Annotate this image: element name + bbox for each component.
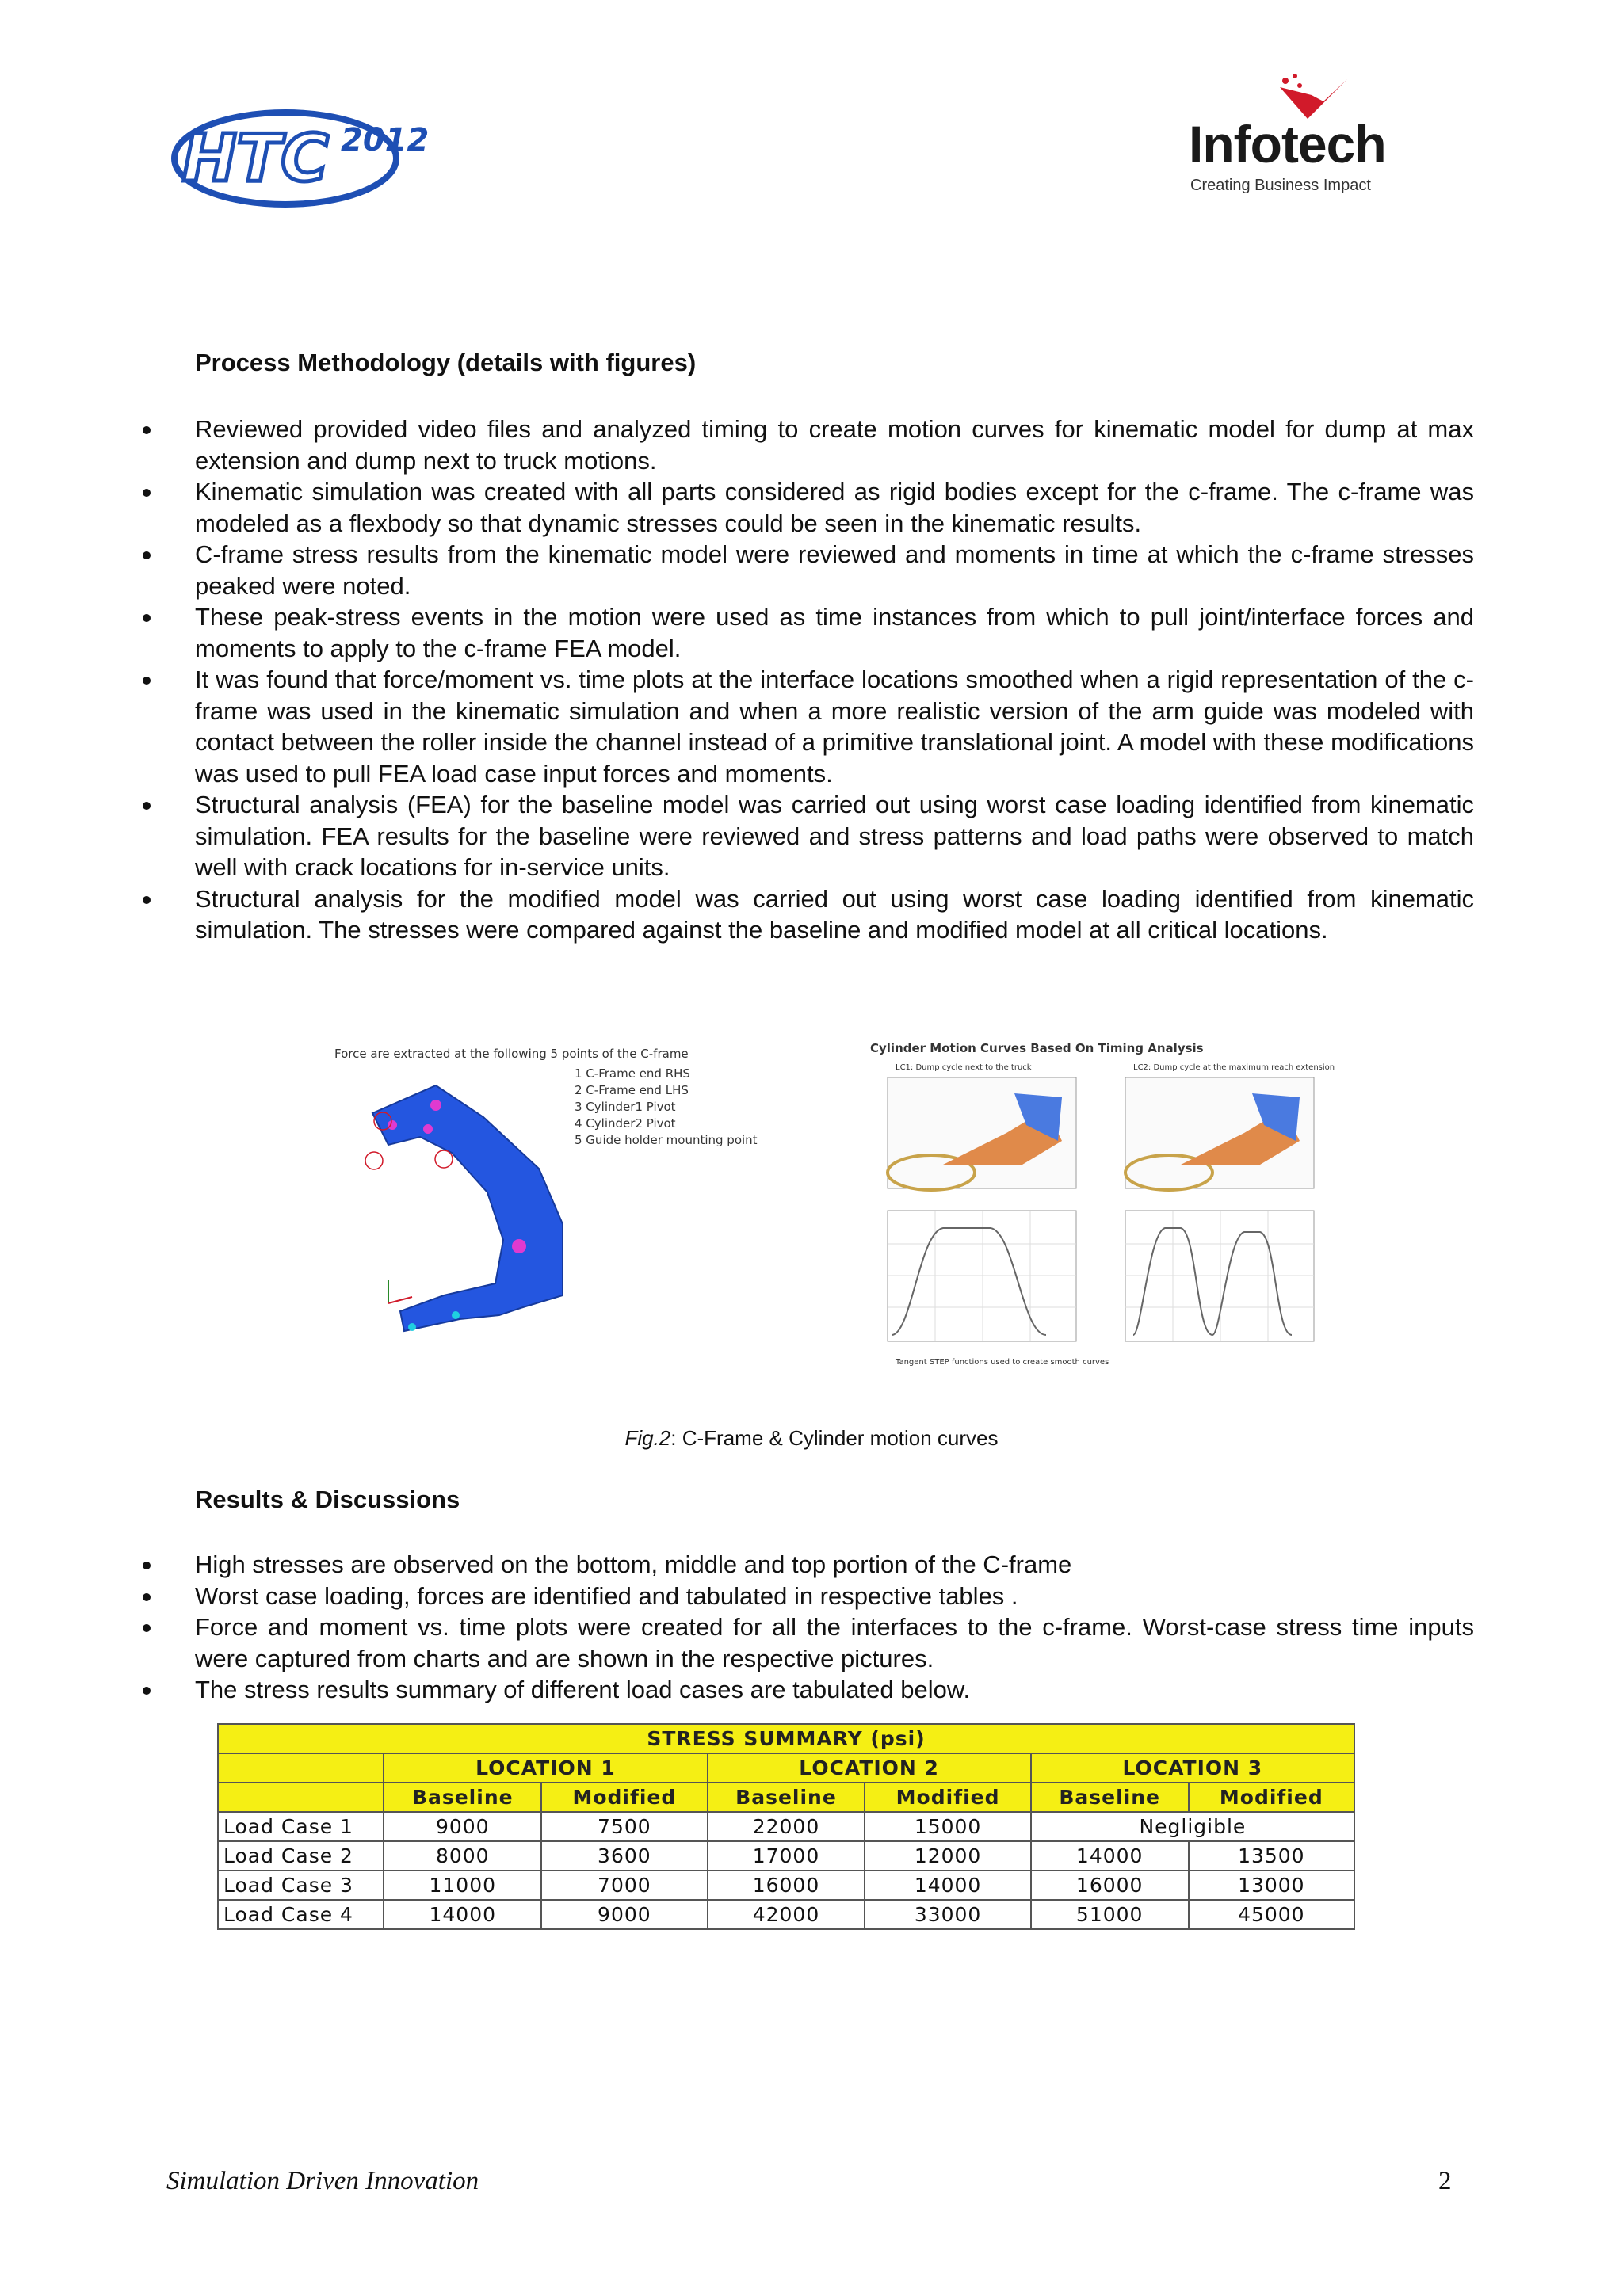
motion-curves-figure	[864, 1038, 1339, 1371]
bullet-icon	[143, 426, 151, 434]
table-cell: 42000	[708, 1900, 865, 1929]
list-item-text: The stress results summary of different load cases are tabulated below.	[195, 1676, 971, 1703]
table-cell: 14000	[384, 1900, 541, 1929]
figure-caption-label: Fig.2	[624, 1426, 671, 1450]
table-cell: 22000	[708, 1812, 865, 1841]
list-item-text: Reviewed provided video files and analyzed timing to create motion curves for kinematic model for dump at max extension and dump next to truck motions.	[195, 415, 1474, 475]
table-cell: 7000	[541, 1871, 707, 1900]
table-row	[218, 1900, 1354, 1929]
table-cell: 14000	[865, 1871, 1030, 1900]
list-item-text: Structural analysis for the modified model was carried out using worst case loading identified from kinematic simulation. The stresses were compared against the baseline and modified model at all critical locations.	[195, 884, 1474, 944]
list-item	[143, 476, 1474, 539]
list-item-text: These peak-stress events in the motion were used as time instances from which to pull joint/interface forces and moments to apply to the c-frame FEA model.	[195, 603, 1474, 662]
list-item	[143, 1674, 1474, 1706]
process-bullet-list	[143, 414, 1474, 946]
page-number: 2	[1438, 2167, 1452, 2195]
bullet-icon	[143, 896, 151, 904]
htc-logo-year: 2012	[341, 122, 430, 158]
table-cell: 14000	[1031, 1841, 1189, 1871]
list-item	[143, 1549, 1474, 1581]
list-item	[143, 414, 1474, 476]
bullet-icon	[143, 802, 151, 810]
list-item-text: Kinematic simulation was created with all parts considered as rigid bodies except for the c-frame. The c-frame was modeled as a flexbody so that dynamic stresses could be seen in the kinematic results.	[195, 478, 1474, 537]
column-header: Baseline	[708, 1783, 865, 1812]
bullet-icon	[143, 614, 151, 622]
list-item	[143, 664, 1474, 789]
table-cell: 12000	[865, 1841, 1030, 1871]
process-heading: Process Methodology (details with figures)	[195, 349, 697, 376]
bullet-icon	[143, 551, 151, 559]
bullet-icon	[143, 1624, 151, 1632]
infotech-logo-name: Infotech	[1189, 115, 1386, 174]
infotech-logo-tagline: Creating Business Impact	[1190, 177, 1371, 194]
row-label: Load Case 1	[218, 1812, 384, 1841]
motion-curves-footnote: Tangent STEP functions used to create smooth curves	[896, 1358, 1109, 1367]
point-label-4: 4 Cylinder2 Pivot	[575, 1116, 676, 1131]
row-label: Load Case 3	[218, 1871, 384, 1900]
list-item-text: C-frame stress results from the kinematic model were reviewed and moments in time at which the c-frame stresses peaked were noted.	[195, 540, 1474, 600]
column-header: Baseline	[384, 1783, 541, 1812]
table-cell: 16000	[708, 1871, 865, 1900]
c-frame-figure-title: Force are extracted at the following 5 points of the C-frame	[334, 1047, 689, 1061]
c-frame-figure	[325, 1042, 777, 1351]
column-header: Modified	[1189, 1783, 1354, 1812]
point-label-1: 1 C-Frame end RHS	[575, 1066, 690, 1081]
figure-caption	[0, 1426, 1623, 1451]
table-cell: 7500	[541, 1812, 707, 1841]
htc-logo-text: HTC	[182, 121, 329, 196]
table-cell: 9000	[384, 1812, 541, 1841]
figure-caption-text: : C-Frame & Cylinder motion curves	[670, 1426, 999, 1450]
row-label: Load Case 2	[218, 1841, 384, 1871]
column-header: Modified	[865, 1783, 1030, 1812]
list-item	[143, 789, 1474, 883]
table-cell: 11000	[384, 1871, 541, 1900]
motion-curves-title: Cylinder Motion Curves Based On Timing Analysis	[870, 1041, 1204, 1055]
list-item-text: It was found that force/moment vs. time plots at the interface locations smoothed when a rigid representation of the c-frame was used in the kinematic simulation and when a more realistic version of the arm guide was modeled with contact between the roller inside the channel instead of a primitive translational joint. A model with these modifications was used to pull FEA load case input forces and moments.	[195, 666, 1474, 788]
table-cell: 45000	[1189, 1900, 1354, 1929]
list-item-text: Structural analysis (FEA) for the baseline model was carried out using worst case loading identified from kinematic simulation. FEA results for the baseline were reviewed and stress patterns and load paths were observed to match well with crack locations for in-service units.	[195, 791, 1474, 881]
table-cell: Negligible	[1031, 1812, 1354, 1841]
column-header: Modified	[541, 1783, 707, 1812]
infotech-logo	[1173, 71, 1411, 206]
table-cell: 16000	[1031, 1871, 1189, 1900]
list-item	[143, 539, 1474, 601]
list-item	[143, 1581, 1474, 1612]
list-item-text: Worst case loading, forces are identified and tabulated in respective tables .	[195, 1581, 1018, 1610]
lc1-label: LC1: Dump cycle next to the truck	[896, 1063, 1032, 1072]
column-header: Baseline	[1031, 1783, 1189, 1812]
table-cell: 51000	[1031, 1900, 1189, 1929]
point-label-3: 3 Cylinder1 Pivot	[575, 1100, 676, 1114]
table-cell: 17000	[708, 1841, 865, 1871]
table-cell: 33000	[865, 1900, 1030, 1929]
location-header-1: LOCATION 1	[384, 1753, 707, 1783]
table-cell: 9000	[541, 1900, 707, 1929]
bird-icon	[1280, 74, 1347, 119]
footer-title: Simulation Driven Innovation	[166, 2167, 479, 2195]
bullet-icon	[143, 489, 151, 497]
table-row	[218, 1812, 1354, 1841]
bullet-icon	[143, 1687, 151, 1695]
htc-2012-logo	[166, 95, 436, 214]
table-cell: 13000	[1189, 1871, 1354, 1900]
list-item-text: High stresses are observed on the bottom, middle and top portion of the C-frame	[195, 1550, 1072, 1578]
bullet-icon	[143, 1562, 151, 1569]
point-label-5: 5 Guide holder mounting point	[575, 1133, 758, 1147]
table-row	[218, 1841, 1354, 1871]
results-bullet-list	[143, 1549, 1474, 1706]
location-header-3: LOCATION 3	[1031, 1753, 1354, 1783]
table-cell: 8000	[384, 1841, 541, 1871]
location-header-2: LOCATION 2	[708, 1753, 1031, 1783]
list-item	[143, 883, 1474, 946]
bullet-icon	[143, 677, 151, 685]
lc2-label: LC2: Dump cycle at the maximum reach extension	[1133, 1063, 1335, 1072]
c-frame-model	[372, 1085, 563, 1331]
table-row	[218, 1871, 1354, 1900]
list-item	[143, 1611, 1474, 1674]
stress-summary-table	[217, 1723, 1355, 1930]
list-item-text: Force and moment vs. time plots were created for all the interfaces to the c-frame. Worst-case stress time inputs were captured from charts and are shown in the respective pictures.	[195, 1613, 1474, 1672]
list-item	[143, 601, 1474, 664]
table-title: STRESS SUMMARY (psi)	[218, 1724, 1354, 1753]
row-label: Load Case 4	[218, 1900, 384, 1929]
results-heading: Results & Discussions	[195, 1486, 460, 1513]
table-cell: 3600	[541, 1841, 707, 1871]
point-label-2: 2 C-Frame end LHS	[575, 1083, 689, 1097]
bullet-icon	[143, 1593, 151, 1601]
table-cell: 13500	[1189, 1841, 1354, 1871]
table-cell: 15000	[865, 1812, 1030, 1841]
